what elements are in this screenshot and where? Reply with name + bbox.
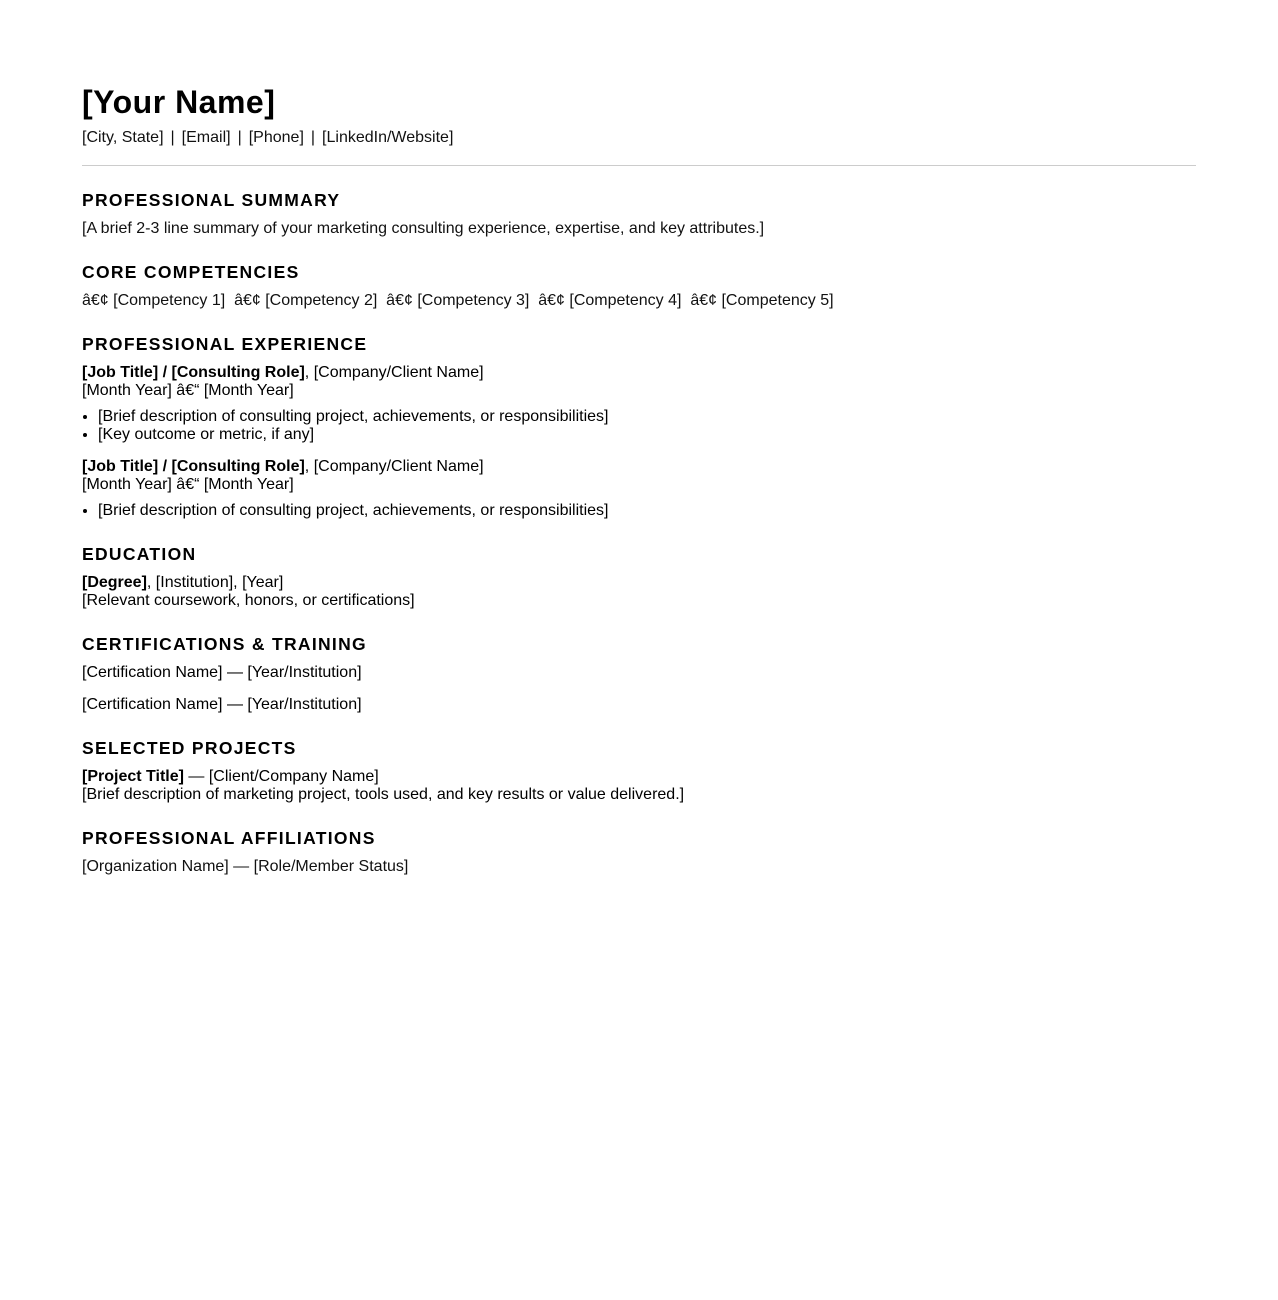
job-dates: [Month Year] â€“ [Month Year] [82,476,294,493]
project-description: [Brief description of marketing project, tools used, and key results or value delivered.] [82,786,685,803]
project-client: — [Client/Company Name] [183,768,379,785]
job-entry [82,458,1196,520]
projects-section [82,738,1196,804]
certifications-section [82,634,1196,714]
summary-section [82,190,1196,238]
section-title: CERTIFICATIONS & TRAINING [82,634,367,654]
job-title: [Job Title] / [Consulting Role] [82,364,305,381]
section-title: PROFESSIONAL EXPERIENCE [82,334,368,354]
header-divider [82,165,1196,166]
contact-phone: [Phone] [248,129,304,146]
job-bullets [82,502,1196,520]
list-item: • [Brief description of consulting project, achievements, or responsibilities] [98,502,1196,520]
competencies-text: â€¢ [Competency 1] â€¢ [Competency 2] â€¢ [Competency 3] â€¢ [Competency 4] â€¢ [Competency 5] [82,292,834,309]
name-heading: [Your Name] [82,84,276,120]
contact-location: [City, State] [82,129,164,146]
education-details: [Relevant coursework, honors, or certifications] [82,592,415,609]
certification-item: [Certification Name] — [Year/Institution] [82,696,362,713]
education-section [82,544,1196,610]
summary-text: [A brief 2-3 line summary of your marketing consulting experience, expertise, and key attributes.] [82,220,765,237]
contact-email: [Email] [181,129,231,146]
project-title: [Project Title] [82,768,184,785]
section-title: PROFESSIONAL SUMMARY [82,190,341,210]
competencies-section [82,262,1196,310]
affiliations-section [82,828,1196,876]
degree: [Degree] [82,574,147,591]
job-company: , [Company/Client Name] [304,364,484,381]
certification-item: [Certification Name] — [Year/Institution] [82,664,362,681]
job-company: , [Company/Client Name] [304,458,484,475]
affiliation-item: [Organization Name] — [Role/Member Status] [82,858,409,875]
section-title: SELECTED PROJECTS [82,738,297,758]
separator: | [170,129,175,146]
section-title: CORE COMPETENCIES [82,262,300,282]
job-bullets [82,408,1196,444]
list-item: • [Brief description of consulting project, achievements, or responsibilities] [98,408,1196,426]
institution: , [Institution], [Year] [146,574,284,591]
job-dates: [Month Year] â€“ [Month Year] [82,382,294,399]
separator: | [237,129,242,146]
separator: | [310,129,316,146]
resume [82,80,1196,876]
contact-website: [LinkedIn/Website] [322,129,454,146]
job-title: [Job Title] / [Consulting Role] [82,458,305,475]
job-entry [82,364,1196,444]
section-title: PROFESSIONAL AFFILIATIONS [82,828,376,848]
section-title: EDUCATION [82,544,197,564]
experience-section [82,334,1196,520]
list-item: • [Key outcome or metric, if any] [98,426,1196,444]
contact-line [82,129,1196,147]
